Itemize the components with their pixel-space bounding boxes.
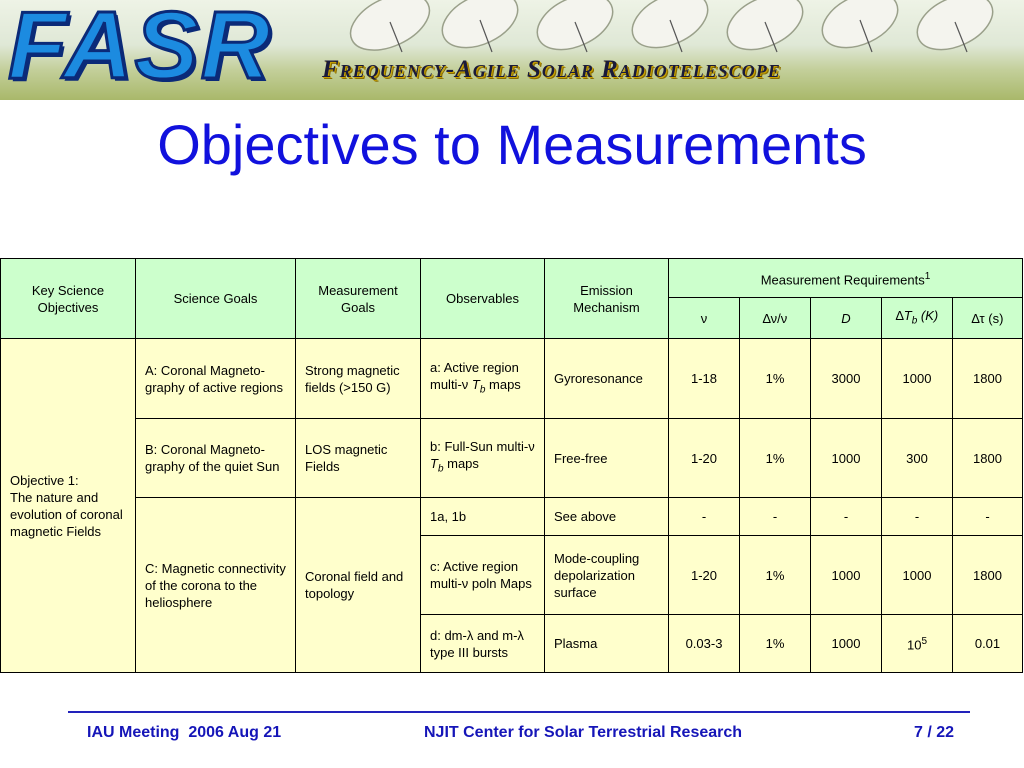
nu-c1: - bbox=[669, 498, 740, 536]
table-row bbox=[1, 419, 1023, 498]
dtb-c3-base: 10 bbox=[906, 637, 922, 653]
observable-a-sub: b bbox=[479, 384, 486, 396]
header-requirements-label: Measurement Requirements bbox=[760, 272, 925, 288]
nu-c3: 0.03-3 bbox=[669, 615, 740, 673]
observable-a bbox=[421, 339, 545, 419]
dtau-b: 1800 bbox=[953, 419, 1023, 498]
header-dtb bbox=[882, 298, 953, 339]
observable-b-text: b: Full-Sun multi-ν bbox=[430, 439, 535, 455]
emission-c1: See above bbox=[545, 498, 669, 536]
nu-b: 1-20 bbox=[669, 419, 740, 498]
dnu-c1: - bbox=[740, 498, 811, 536]
dnu-c2: 1% bbox=[740, 536, 811, 615]
emission-c2: Mode-coupling depolarization surface bbox=[545, 536, 669, 615]
dtb-t: T bbox=[903, 307, 912, 323]
observable-b-post: maps bbox=[443, 456, 479, 472]
dnu-b: 1% bbox=[740, 419, 811, 498]
science-goal-a: A: Coronal Magneto-graphy of active regions bbox=[136, 339, 296, 419]
fasr-logo: FASR bbox=[8, 0, 273, 99]
banner-subtitle: Frequency-Agile Solar Radiotelescope bbox=[322, 56, 781, 83]
requirements-table bbox=[0, 258, 1023, 673]
dnu-a: 1% bbox=[740, 339, 811, 419]
nu-a: 1-18 bbox=[669, 339, 740, 419]
observable-c1: 1a, 1b bbox=[421, 498, 545, 536]
header-key-science: Key Science Objectives bbox=[1, 259, 136, 339]
dtb-c2: 1000 bbox=[882, 536, 953, 615]
science-goal-c: C: Magnetic connectivity of the corona to the heliosphere bbox=[136, 498, 296, 673]
dnu-c3: 1% bbox=[740, 615, 811, 673]
page-title: Objectives to Measurements bbox=[157, 113, 867, 176]
header-dtau: ∆τ (s) bbox=[953, 298, 1023, 339]
header-nu: ν bbox=[669, 298, 740, 339]
d-a: 3000 bbox=[811, 339, 882, 419]
emission-a: Gyroresonance bbox=[545, 339, 669, 419]
header-emission: Emission Mechanism bbox=[545, 259, 669, 339]
observable-a-text: a: Active region multi-ν bbox=[430, 359, 519, 392]
header-requirements bbox=[669, 259, 1023, 298]
observable-a-t: T bbox=[471, 376, 480, 392]
dtau-a: 1800 bbox=[953, 339, 1023, 419]
header-observables: Observables bbox=[421, 259, 545, 339]
d-c3: 1000 bbox=[811, 615, 882, 673]
measurement-goal-b: LOS magnetic Fields bbox=[296, 419, 421, 498]
dtb-b: 300 bbox=[882, 419, 953, 498]
dtb-prefix: ∆ bbox=[895, 307, 904, 323]
banner bbox=[0, 0, 1024, 100]
header-row bbox=[1, 259, 1023, 298]
d-c1: - bbox=[811, 498, 882, 536]
d-b: 1000 bbox=[811, 419, 882, 498]
table-row bbox=[1, 498, 1023, 536]
measurement-goal-a: Strong magnetic fields (>150 G) bbox=[296, 339, 421, 419]
observable-b bbox=[421, 419, 545, 498]
dtau-c1: - bbox=[953, 498, 1023, 536]
header-dnu: ∆ν/ν bbox=[740, 298, 811, 339]
dtb-a: 1000 bbox=[882, 339, 953, 419]
objective-label: Objective 1: bbox=[10, 472, 79, 488]
header-d: D bbox=[811, 298, 882, 339]
header-measurement-goals: Measurement Goals bbox=[296, 259, 421, 339]
emission-b: Free-free bbox=[545, 419, 669, 498]
measurement-goal-c: Coronal field and topology bbox=[296, 498, 421, 673]
dtb-sub: b bbox=[911, 315, 918, 327]
observable-c3: d: dm-λ and m-λ type III bursts bbox=[421, 615, 545, 673]
dtau-c2: 1800 bbox=[953, 536, 1023, 615]
dtb-c3 bbox=[882, 615, 953, 673]
footer-institution: NJIT Center for Solar Terrestrial Research bbox=[424, 724, 743, 741]
dtb-c1: - bbox=[882, 498, 953, 536]
dtb-suffix: (K) bbox=[917, 307, 939, 323]
dtau-c3: 0.01 bbox=[953, 615, 1023, 673]
footnote-marker: 1 bbox=[924, 270, 931, 282]
observable-b-sub: b bbox=[437, 463, 444, 475]
d-c2: 1000 bbox=[811, 536, 882, 615]
footer-meeting: IAU Meeting 2006 Aug 21 bbox=[87, 724, 282, 741]
science-goal-b: B: Coronal Magneto-graphy of the quiet Sun bbox=[136, 419, 296, 498]
objective-text: The nature and evolution of coronal magnetic Fields bbox=[10, 489, 123, 539]
footer-page-number: 7 / 22 bbox=[914, 724, 955, 741]
footer-divider bbox=[68, 711, 970, 713]
header-science-goals: Science Goals bbox=[136, 259, 296, 339]
observable-c2: c: Active region multi-ν poln Maps bbox=[421, 536, 545, 615]
objective-cell bbox=[1, 339, 136, 673]
dtb-c3-exp: 5 bbox=[921, 636, 928, 648]
nu-c2: 1-20 bbox=[669, 536, 740, 615]
emission-c3: Plasma bbox=[545, 615, 669, 673]
observable-a-post: maps bbox=[485, 376, 521, 392]
table-row bbox=[1, 339, 1023, 419]
observable-b-t: T bbox=[430, 456, 438, 472]
